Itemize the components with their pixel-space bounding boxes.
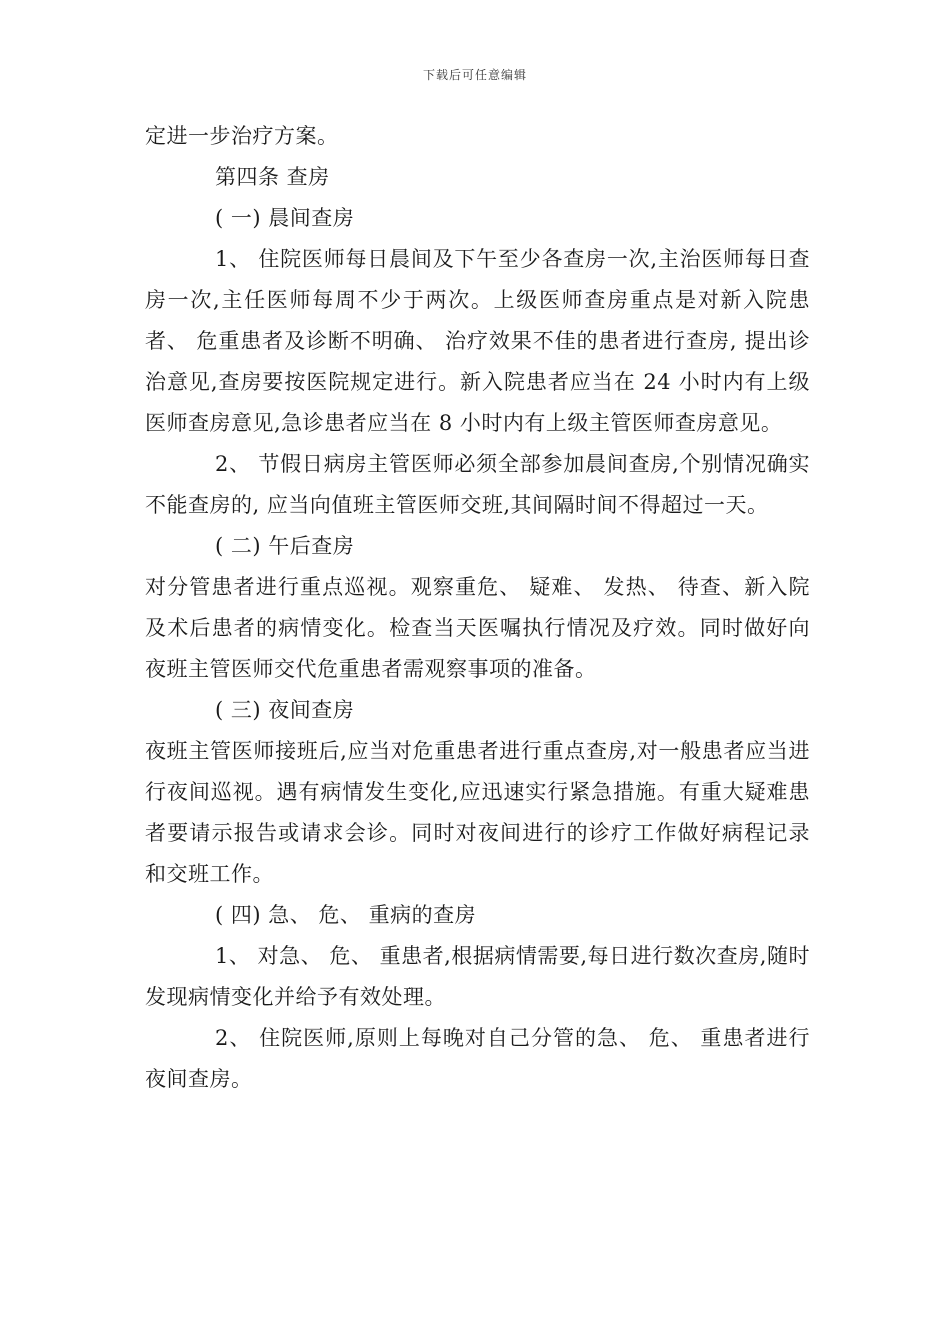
- section-heading-morning: ( 一) 晨间查房: [215, 206, 355, 230]
- paragraph-1: 定进一步治疗方案。: [145, 124, 339, 148]
- paragraph-critical-2: 2、 住院医师,原则上每晚对自己分管的急、 危、 重患者进行夜间查房。: [145, 1026, 810, 1091]
- paragraph-critical-1: 1、 对急、 危、 重患者,根据病情需要,每日进行数次查房,随时发现病情变化并给予有效处理。: [145, 944, 810, 1009]
- page-header: 下载后可任意编辑: [422, 68, 527, 82]
- paragraph-night: 夜班主管医师接班后,应当对危重患者进行重点查房,对一般患者应当进行夜间巡视。遇有病情发生变化,应迅速实行紧急措施。有重大疑难患者要请示报告或请求会诊。同时对夜间进行的诊疗工作做好病程记录和交班工作。: [145, 739, 810, 886]
- paragraph-morning-1: 1、 住院医师每日晨间及下午至少各查房一次,主治医师每日查房一次,主任医师每周不少于两次。上级医师查房重点是对新入院患者、 危重患者及诊断不明确、 治疗效果不佳的患者进行查房, 提出诊治意见,查房要按医院规定进行。新入院患者应当在 24 小时内有上级医师查房意见,急诊患者应当在 8 小时内有上级主管医师查房意见。: [145, 247, 810, 435]
- paragraph-morning-2: 2、 节假日病房主管医师必须全部参加晨间查房,个别情况确实不能查房的, 应当向值班主管医师交班,其间隔时间不得超过一天。: [145, 452, 810, 517]
- section-heading-night: ( 三) 夜间查房: [215, 698, 355, 722]
- section-heading-critical: ( 四) 急、 危、 重病的查房: [215, 903, 477, 927]
- paragraph-afternoon: 对分管患者进行重点巡视。观察重危、 疑难、 发热、 待查、新入院及术后患者的病情变化。检查当天医嘱执行情况及疗效。同时做好向夜班主管医师交代危重患者需观察事项的准备。: [145, 575, 810, 681]
- article-heading: 第四条 查房: [215, 165, 330, 189]
- section-heading-afternoon: ( 二) 午后查房: [215, 534, 355, 558]
- document-body: [145, 116, 810, 1100]
